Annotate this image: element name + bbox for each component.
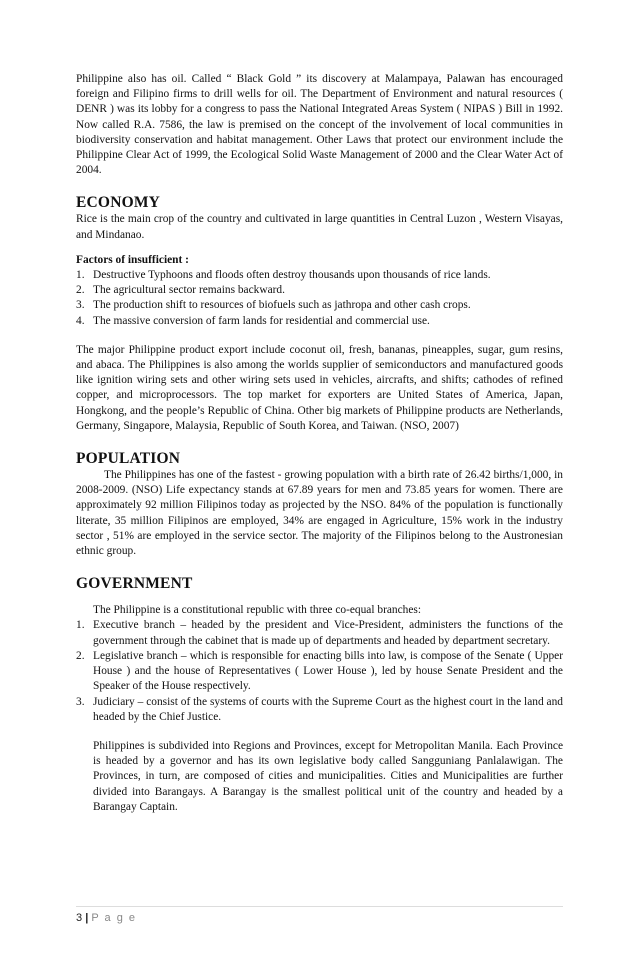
list-item: 1. Executive branch – headed by the president and Vice-President, administers the functions of the government through the cabinet that is made up of departments and headed by department secretary. xyxy=(76,619,563,647)
branches-list xyxy=(76,618,563,724)
list-item: 2. Legislative branch – which is responsible for enacting bills into law, is compose of the Senate ( Upper House ) and the house of Representatives ( Lower House ), led by house Senate President and the Speaker of the House respectively. xyxy=(76,649,563,693)
factors-heading: Factors of insufficient : xyxy=(76,253,189,266)
government-intro: The Philippine is a constitutional republic with three co-equal branches: xyxy=(93,604,422,617)
page-footer xyxy=(76,912,137,924)
page-content xyxy=(76,72,563,815)
list-item: 1. Destructive Typhoons and floods often destroy thousands upon thousands of rice lands. xyxy=(76,269,491,282)
government-heading: GOVERNMENT xyxy=(76,575,193,593)
list-item: 3. Judiciary – consist of the systems of courts with the Supreme Court as the highest court in the land and headed by the Chief Justice. xyxy=(76,695,563,723)
list-item: 2. The agricultural sector remains backward. xyxy=(76,284,285,297)
list-item: 4. The massive conversion of farm lands for residential and commercial use. xyxy=(76,314,430,327)
factors-list xyxy=(76,268,563,329)
footer-rule xyxy=(76,906,563,907)
population-heading: POPULATION xyxy=(76,450,181,468)
intro-paragraph: Philippine also has oil. Called “ Black Gold ” its discovery at Malampaya, Palawan has encouraged foreign and Filipino firms to drill wells for oil. The Department of Environment and natural resources ( DENR ) was its lobby for a congress to pass the National Integrated Areas System ( NIPAS ) Bill in 1992. Now called R.A. 7586, the law is premised on the concept of the involvement of local communities in biodiversity conservation and habitat management. Other Laws that protect our environment include the Philippine Clear Act of 1999, the Ecological Solid Waste Management of 2000 and the Clear Water Act of 2004. xyxy=(76,73,563,177)
page-number: 3 xyxy=(76,912,83,924)
footer-separator: | xyxy=(85,912,89,924)
economy-heading: ECONOMY xyxy=(76,194,161,212)
economy-paragraph-1: Rice is the main crop of the country and cultivated in large quantities in Central Luzon , Western Visayas, and Mindanao. xyxy=(76,213,563,241)
government-closing: Philippines is subdivided into Regions and Provinces, except for Metropolitan Manila. Each Province is headed by a governor and has its own legislative body called Sangguniang Panlalawigan. The Provinces, in turn, are composed of cities and municipalities. Cities and Municipalities are further divided into Barangays. A Barangay is the smallest political unit of the country and headed by a Barangay Captain. xyxy=(93,739,563,813)
population-paragraph: The Philippines has one of the fastest - growing population with a birth rate of 26.42 births/1,000, in 2008-2009. (NSO) Life expectancy stands at 67.89 years for men and 73.85 years for women. There are approximately 92 million Filipinos today as projected by the NSO. 84% of the population is functionally literate, 35 million Filipinos are employed, 34% are engaged in Agriculture, 15% work in the industry sector , 51% are employed in the service sector. The majority of the Filipinos belong to the Austronesian ethnic group. xyxy=(76,469,563,558)
page-label: P a g e xyxy=(91,912,137,924)
economy-paragraph-2: The major Philippine product export include coconut oil, fresh, bananas, pineapples, sugar, gum resins, and abaca. The Philippines is also among the worlds supplier of semiconductors and manufactured goods like ignition wiring sets and other wiring sets used in vehicles, aircrafts, and shifts; cathodes of refined copper, and microprocessors. The top market for exporters are United States of America, Japan, Hongkong, and the people’s Republic of China. Other big markets of Philippine products are Netherlands, Germany, Singapore, Malaysia, Republic of South Korea, and Taiwan. (NSO, 2007) xyxy=(76,343,563,432)
list-item: 3. The production shift to resources of biofuels such as jathropa and other cash crops. xyxy=(76,299,471,312)
